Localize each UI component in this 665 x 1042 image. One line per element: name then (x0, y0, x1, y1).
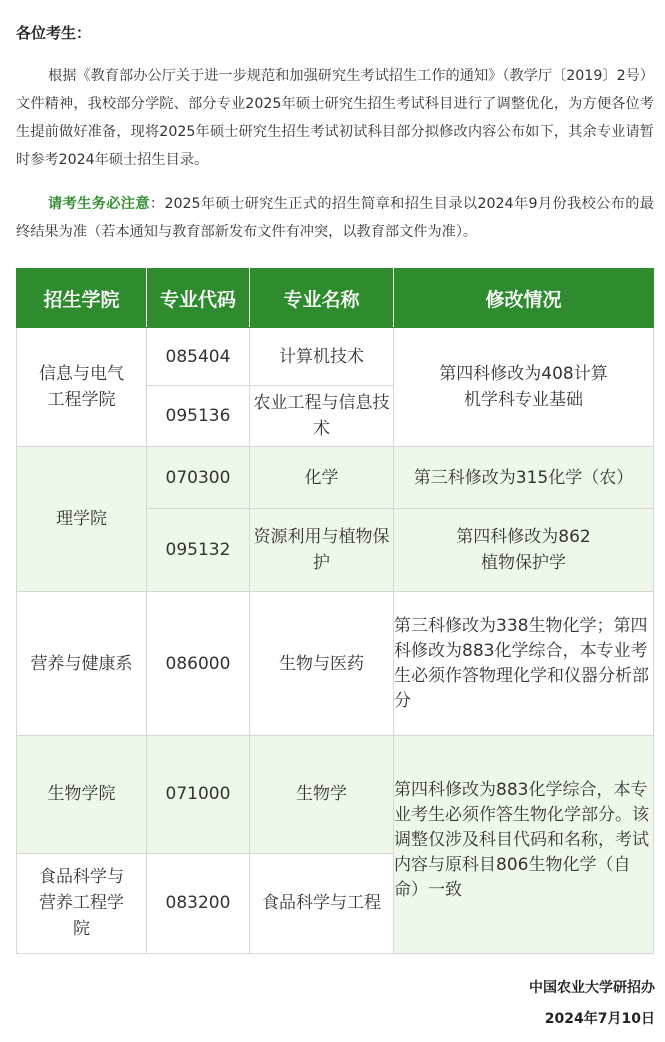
code-cell: 085404 (147, 328, 250, 386)
header-change: 修改情况 (394, 269, 654, 328)
code-cell: 071000 (147, 735, 250, 853)
major-cell: 生物学 (250, 735, 394, 853)
code-cell: 070300 (147, 447, 250, 509)
header-major: 专业名称 (250, 269, 394, 328)
change-cell: 第三科修改为338生物化学；第四科修改为883化学综合，本专业考生必须作答物理化学和仪器分析部分 (394, 592, 654, 735)
code-cell: 083200 (147, 853, 250, 953)
major-cell: 资源利用与植物保护 (250, 509, 394, 592)
major-cell: 计算机技术 (250, 328, 394, 386)
table-row (17, 328, 654, 386)
header-code: 专业代码 (147, 269, 250, 328)
table-row (17, 592, 654, 735)
exam-changes-table (16, 268, 654, 954)
college-cell: 理学院 (17, 447, 147, 592)
change-cell: 第三科修改为315化学（农） (394, 447, 654, 509)
footer-date: 2024年7月10日 (544, 1011, 655, 1027)
major-cell: 化学 (250, 447, 394, 509)
header-college: 招生学院 (17, 269, 147, 328)
college-cell: 生物学院 (17, 735, 147, 853)
code-cell: 095136 (147, 386, 250, 447)
college-cell: 食品科学与营养工程学院 (17, 853, 147, 953)
code-cell: 086000 (147, 592, 250, 735)
shared-change-cell: 第四科修改为883化学综合，本专业考生必须作答生物化学部分。该调整仅涉及科目代码和名称，考试内容与原科目806生物化学（自命）一致 (394, 735, 654, 953)
notice-label: 请考生务必注意 (48, 196, 150, 212)
notice-text: ：2025年硕士研究生正式的招生简章和招生目录以2024年9月份我校公布的最终结果为准（若本通知与教育部新发布文件有冲突，以教育部文件为准）。 (16, 196, 654, 240)
table-row (17, 735, 654, 853)
college-cell: 营养与健康系 (17, 592, 147, 735)
table-row (17, 447, 654, 509)
major-cell: 生物与医药 (250, 592, 394, 735)
table-header-row (17, 269, 654, 328)
greeting: 各位考生： (16, 24, 92, 42)
notice-paragraph (16, 190, 654, 246)
change-cell: 第四科修改为862植物保护学 (394, 509, 654, 592)
footer-issuer: 中国农业大学研招办 (529, 980, 655, 996)
major-cell: 食品科学与工程 (250, 853, 394, 953)
major-cell: 农业工程与信息技术 (250, 386, 394, 447)
college-cell: 信息与电气工程学院 (17, 328, 147, 447)
code-cell: 095132 (147, 509, 250, 592)
intro-paragraph: 根据《教育部办公厅关于进一步规范和加强研究生考试招生工作的通知》（教学厅〔2019〕2号）文件精神，我校部分学院、部分专业2025年硕士研究生招生考试科目进行了调整优化，为方便各位考生提前做好准备，现将2025年硕士研究生招生考试初试科目部分拟修改内容公布如下，其余专业请暂时参考2024年硕士招生目录。 (16, 68, 654, 168)
change-cell: 第四科修改为408计算机学科专业基础 (394, 328, 654, 447)
